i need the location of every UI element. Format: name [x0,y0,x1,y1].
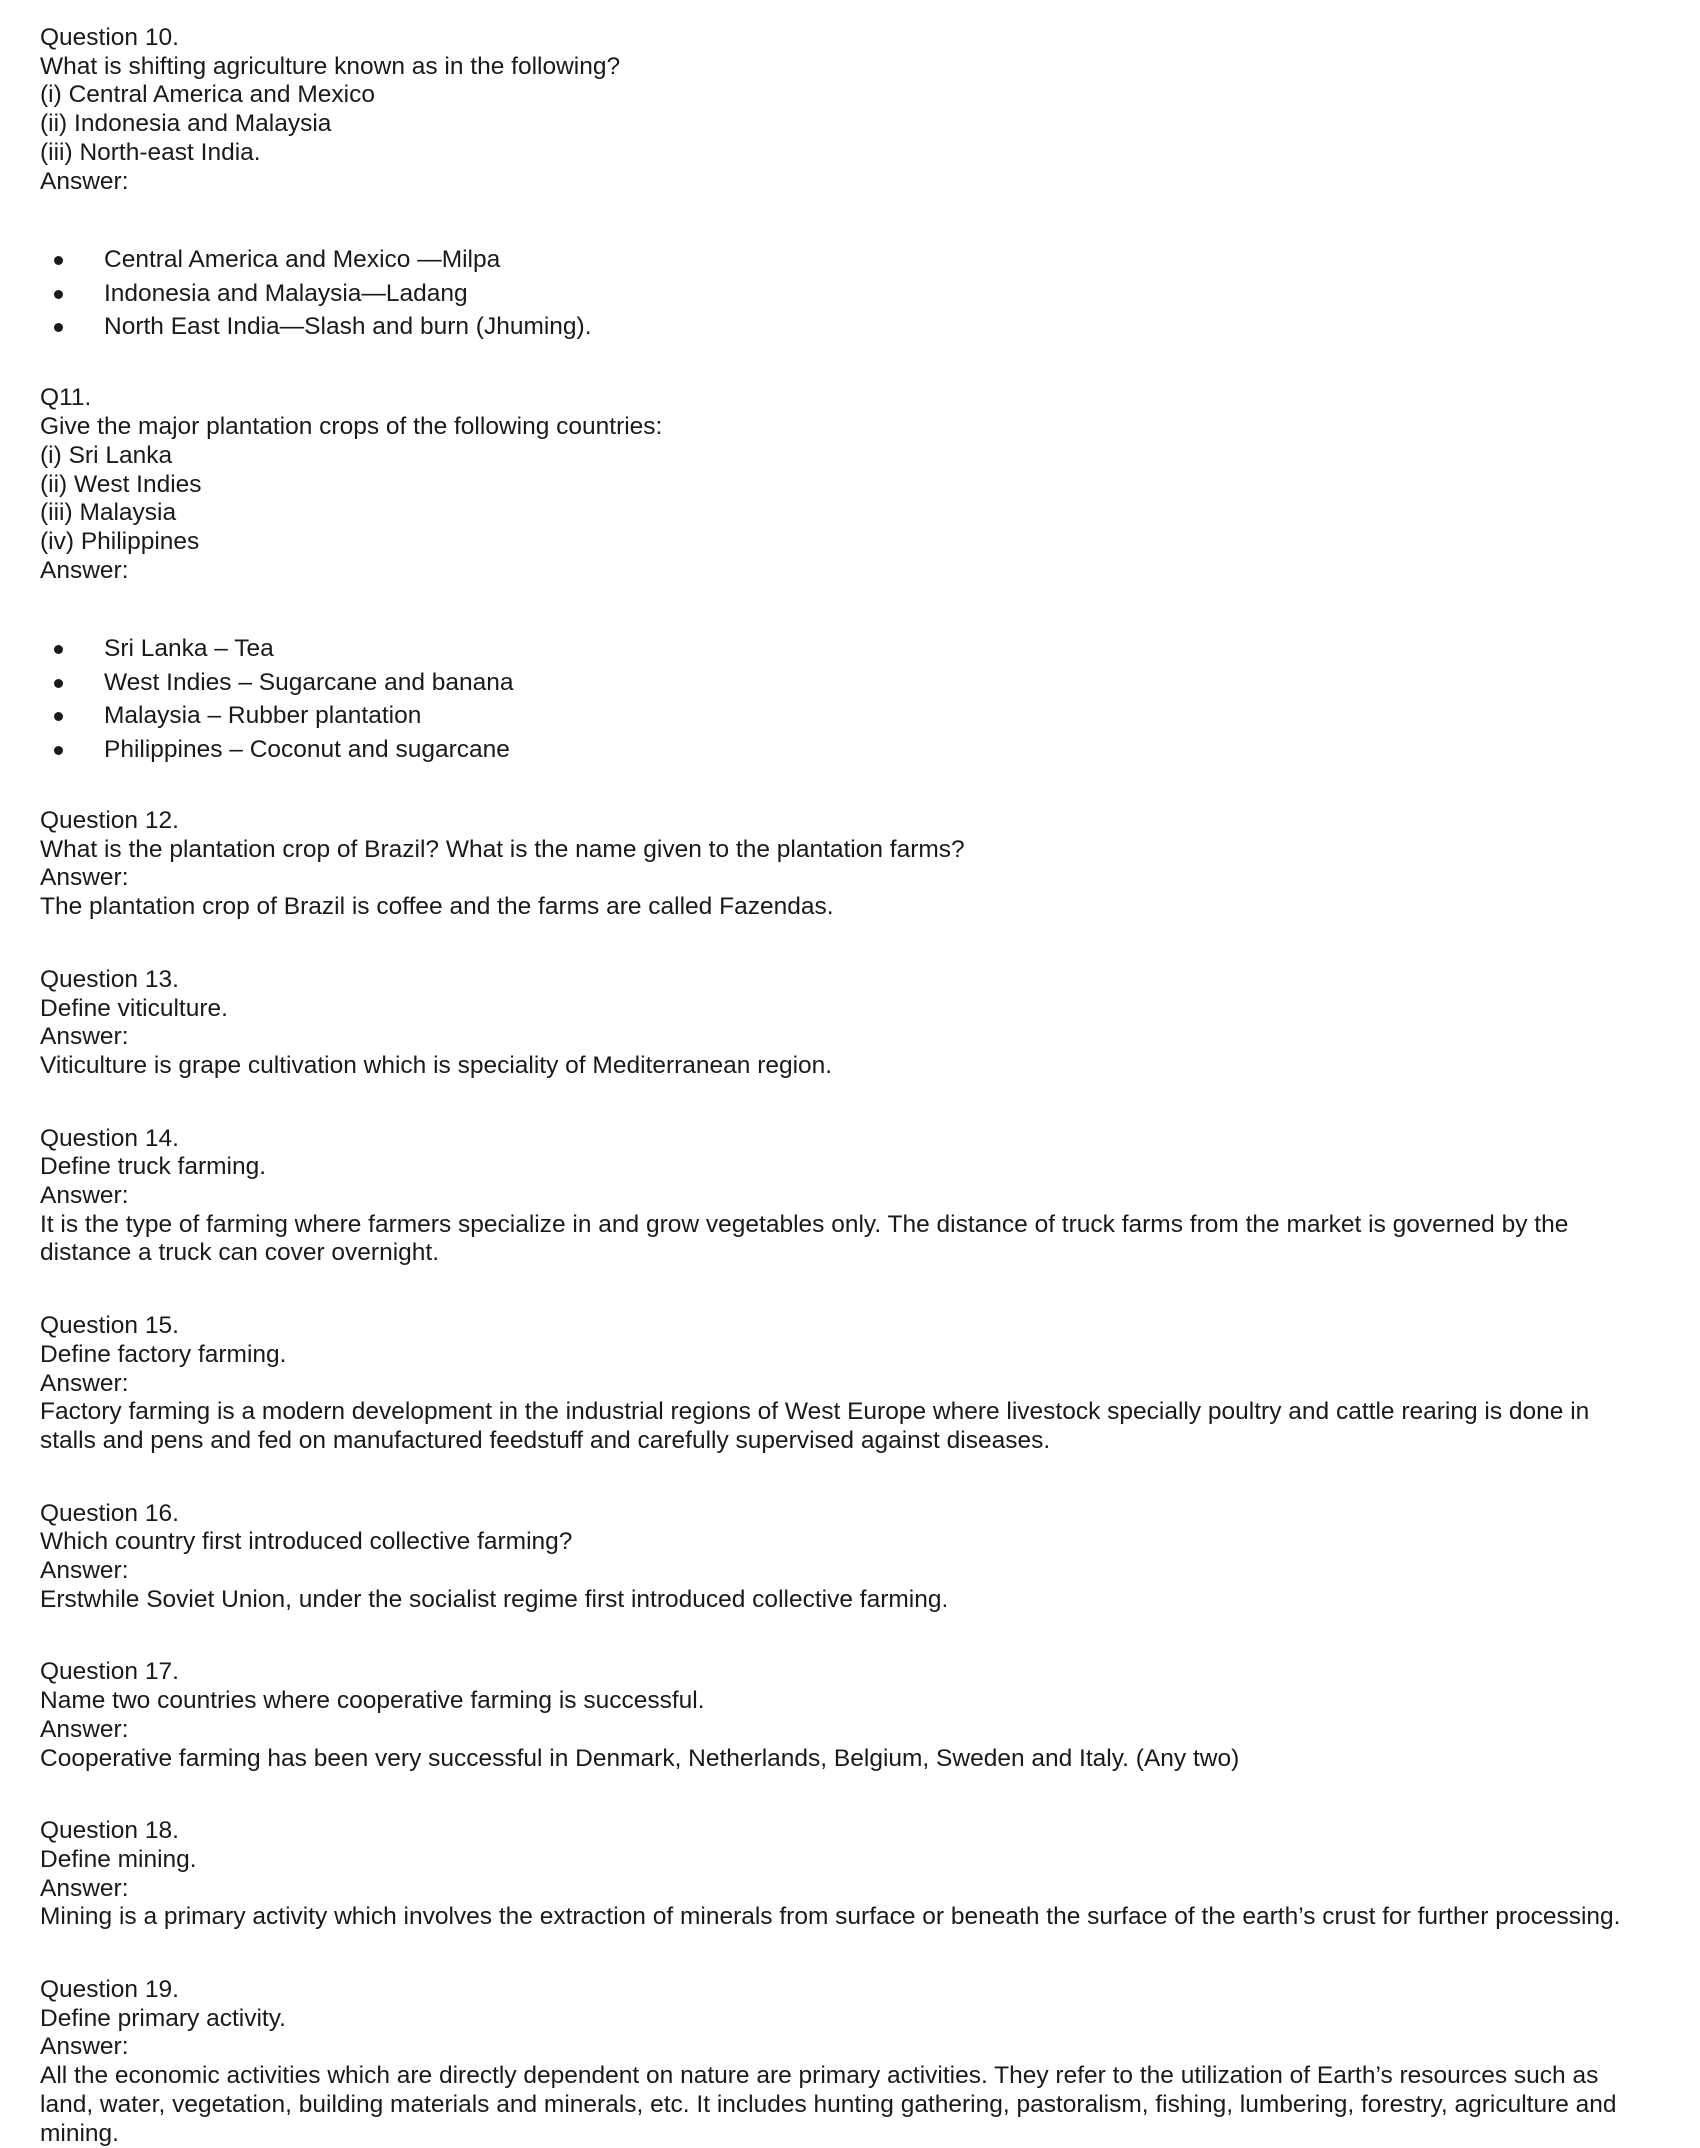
question-option: (i) Sri Lanka [40,441,173,469]
question-text: Name two countries where cooperative farming is successful. [40,1687,705,1715]
list-item [40,277,1670,310]
answer-label: Answer: [40,1023,129,1051]
question-text: Define factory farming. [40,1340,287,1368]
question-15-block [40,1312,1670,1500]
answer-text: land, water, vegetation, building materials and minerals, etc. It includes hunting gathering, pastoralism, fishing, lumbering, forestry, agriculture and [40,2090,1617,2118]
list-item [40,243,1670,276]
answer-label: Answer: [40,1182,129,1210]
question-16-block [40,1500,1670,1659]
list-item-text: Malaysia – Rubber plantation [104,702,422,730]
bullet-icon [54,645,63,654]
question-text: Define viticulture. [40,994,228,1022]
question-title: Question 16. [40,1499,179,1527]
list-item [40,733,1670,766]
answer-text: Erstwhile Soviet Union, under the socialist regime first introduced collective farming. [40,1585,949,1613]
bullet-icon [54,746,63,755]
answer-text: The plantation crop of Brazil is coffee and the farms are called Fazendas. [40,893,834,921]
list-item-text: West Indies – Sugarcane and banana [104,668,514,696]
question-option: (iii) North-east India. [40,138,261,166]
list-item [40,666,1670,699]
question-text: Give the major plantation crops of the following countries: [40,413,663,441]
document-body [40,24,1670,2148]
question-text: Which country first introduced collective farming? [40,1528,573,1556]
list-item-text: Indonesia and Malaysia—Ladang [104,279,468,307]
question-13-block [40,966,1670,1125]
question-12-block [40,807,1670,966]
answer-bullet-list [40,243,1670,343]
answer-label: Answer: [40,1715,129,1743]
question-18-block [40,1817,1670,1976]
question-text: Define truck farming. [40,1153,267,1181]
bullet-icon [54,290,63,299]
answer-text: mining. [40,2119,119,2147]
question-title: Q11. [40,384,92,412]
list-item [40,310,1670,343]
answer-text: stalls and pens and fed on manufactured feedstuff and carefully supervised against diseases. [40,1426,1051,1454]
bullet-icon [54,256,63,265]
question-text: Define primary activity. [40,2004,286,2032]
answer-label: Answer: [40,864,129,892]
answer-label: Answer: [40,1874,129,1902]
list-item-text: North East India—Slash and burn (Jhuming). [104,313,592,341]
question-14-block [40,1125,1670,1313]
answer-text: Mining is a primary activity which involves the extraction of minerals from surface or beneath the surface of the earth’s crust for further processing. [40,1903,1621,1931]
list-item [40,699,1670,732]
answer-bullet-list [40,632,1670,766]
question-17-block [40,1658,1670,1817]
answer-label: Answer: [40,1557,129,1585]
question-text: What is shifting agriculture known as in the following? [40,52,621,80]
question-option: (ii) West Indies [40,470,202,498]
list-item-text: Central America and Mexico —Milpa [104,246,501,274]
bullet-icon [54,712,63,721]
answer-label: Answer: [40,556,129,584]
question-title: Question 18. [40,1817,179,1845]
question-10-block [40,24,1670,384]
bullet-icon [54,323,63,332]
question-text: Define mining. [40,1845,197,1873]
answer-text: Cooperative farming has been very successful in Denmark, Netherlands, Belgium, Sweden and Italy. (Any two) [40,1744,1240,1772]
list-item [40,632,1670,665]
answer-text: It is the type of farming where farmers specialize in and grow vegetables only. The distance of truck farms from the market is governed by the [40,1210,1569,1238]
question-title: Question 13. [40,965,179,993]
question-text: What is the plantation crop of Brazil? What is the name given to the plantation farms? [40,835,965,863]
question-option: (i) Central America and Mexico [40,81,375,109]
question-11-block [40,384,1670,807]
answer-text: distance a truck can cover overnight. [40,1239,440,1267]
question-option: (iv) Philippines [40,527,200,555]
answer-text: Factory farming is a modern development in the industrial regions of West Europe where livestock specially poultry and cattle rearing is done in [40,1398,1590,1426]
answer-label: Answer: [40,167,129,195]
bullet-icon [54,679,63,688]
question-option: (ii) Indonesia and Malaysia [40,110,332,138]
question-title: Question 17. [40,1658,179,1686]
answer-text: Viticulture is grape cultivation which is speciality of Mediterranean region. [40,1051,833,1079]
question-title: Question 15. [40,1312,179,1340]
answer-text: All the economic activities which are directly dependent on nature are primary activities. They refer to the utilization of Earth’s resources such as [40,2062,1599,2090]
answer-label: Answer: [40,1369,129,1397]
answer-label: Answer: [40,2033,129,2061]
question-19-block [40,1976,1670,2148]
question-title: Question 10. [40,24,179,51]
question-option: (iii) Malaysia [40,499,177,527]
list-item-text: Sri Lanka – Tea [104,635,274,663]
list-item-text: Philippines – Coconut and sugarcane [104,735,510,763]
question-title: Question 12. [40,806,179,834]
question-title: Question 19. [40,1976,179,2004]
question-title: Question 14. [40,1124,179,1152]
